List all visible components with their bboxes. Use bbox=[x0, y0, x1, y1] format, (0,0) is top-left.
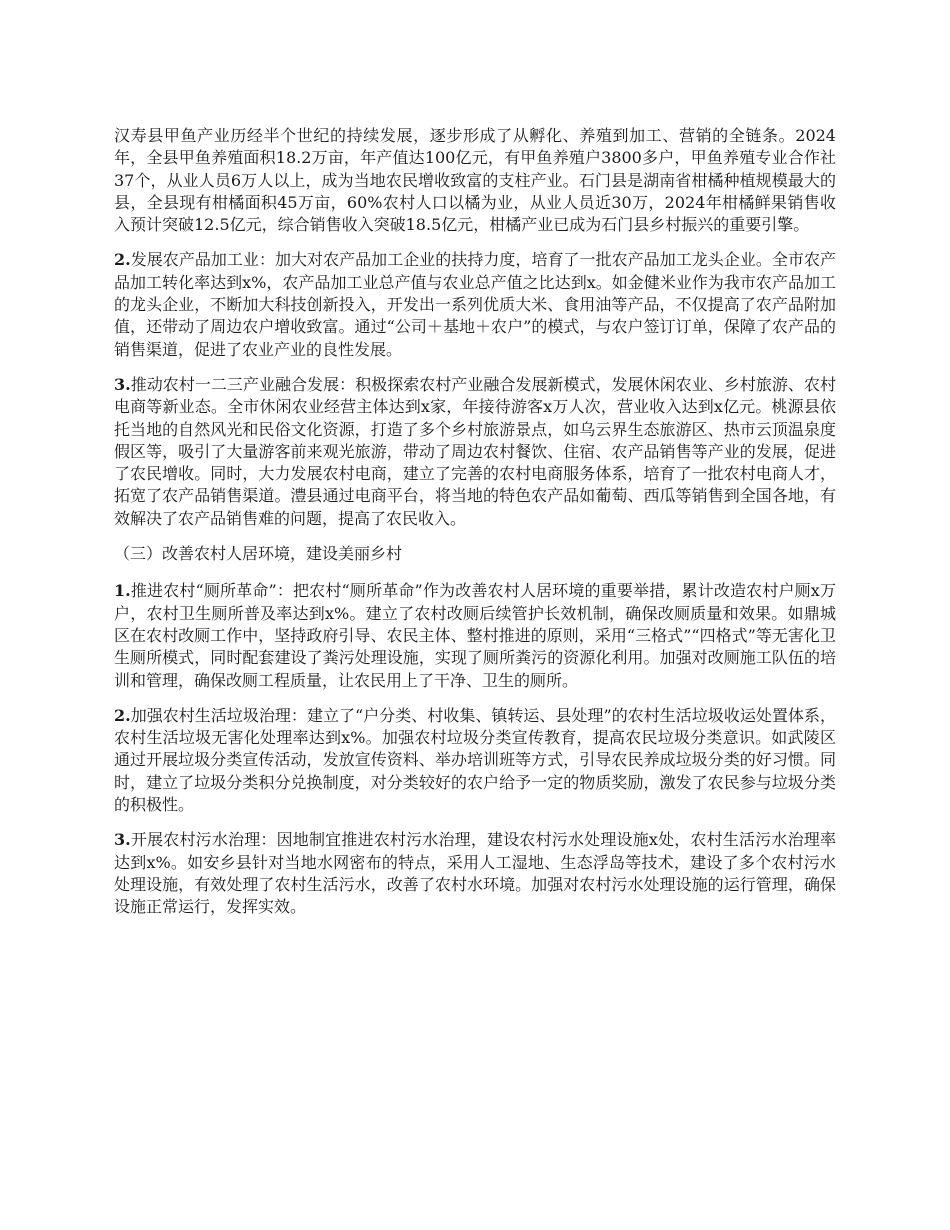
paragraph-number: 3. bbox=[114, 374, 131, 394]
paragraph-industry-integration bbox=[114, 374, 836, 530]
paragraph-text: 推进农村“厕所革命”：把农村“厕所革命”作为改善农村人居环境的重要举措，累计改造农村户厕x万户，农村卫生厕所普及率达到x%。建立了农村改厕后续管护长效机制，确保改厕质量和效果。如鼎城区在农村改厕工作中，坚持政府引导、农民主体、整村推进的原则，采用“三格式”“四格式”等无害化卫生厕所模式，同时配套建设了粪污处理设施，实现了厕所粪污的资源化利用。加强对改厕施工队伍的培训和管理，确保改厕工程质量，让农民用上了干净、卫生的厕所。 bbox=[114, 581, 836, 690]
paragraph-garbage-treatment bbox=[114, 705, 836, 816]
paragraph-text: 汉寿县甲鱼产业历经半个世纪的持续发展，逐步形成了从孵化、养殖到加工、营销的全链条。2024年，全县甲鱼养殖面积18.2万亩，年产值达100亿元，有甲鱼养殖户3800多户，甲鱼养殖专业合作社37个，从业人员6万人以上，成为当地农民增收致富的支柱产业。石门县是湖南省柑橘种植规模最大的县，全县现有柑橘面积45万亩，60%农村人口以橘为业，从业人员近30万，2024年柑橘鲜果销售收入预计突破12.5亿元，综合销售收入突破18.5亿元，柑橘产业已成为石门县乡村振兴的重要引擎。 bbox=[114, 126, 836, 235]
section-heading bbox=[114, 543, 836, 565]
paragraph-toilet-revolution bbox=[114, 580, 836, 691]
paragraph-number: 2. bbox=[114, 250, 131, 270]
paragraph-number: 1. bbox=[114, 581, 131, 601]
paragraph-number: 2. bbox=[114, 705, 131, 725]
paragraph-jiayu-ganju bbox=[114, 125, 836, 236]
paragraph-text: 推动农村一二三产业融合发展：积极探索农村产业融合发展新模式，发展休闲农业、乡村旅游、农村电商等新业态。全市休闲农业经营主体达到x家，年接待游客x万人次，营业收入达到x亿元。桃源县依托当地的自然风光和民俗文化资源，打造了多个乡村旅游景点，如乌云界生态旅游区、热市云顶温泉度假区等，吸引了大量游客前来观光旅游，带动了周边农村餐饮、住宿、农产品销售等产业的发展，促进了农民增收。同时，大力发展农村电商，建立了完善的农村电商服务体系，培育了一批农村电商人才，拓宽了农产品销售渠道。澧县通过电商平台，将当地的特色农产品如葡萄、西瓜等销售到全国各地，有效解决了农产品销售难的问题，提高了农民收入。 bbox=[114, 374, 836, 528]
document-page bbox=[114, 125, 836, 932]
paragraph-number: 3. bbox=[114, 830, 131, 850]
section-heading-text: （三）改善农村人居环境，建设美丽乡村 bbox=[114, 544, 403, 564]
paragraph-text: 发展农产品加工业：加大对农产品加工企业的扶持力度，培育了一批农产品加工龙头企业。全市农产品加工转化率达到x%，农产品加工业总产值与农业总产值之比达到x。如金健米业作为我市农产品加工的龙头企业，不断加大科技创新投入，开发出一系列优质大米、食用油等产品，不仅提高了农产品附加值，还带动了周边农户增收致富。通过“公司＋基地＋农户”的模式，与农户签订订单，保障了农产品的销售渠道，促进了农业产业的良性发展。 bbox=[114, 250, 836, 359]
paragraph-sewage-treatment bbox=[114, 829, 836, 918]
paragraph-text: 开展农村污水治理：因地制宜推进农村污水治理，建设农村污水处理设施x处，农村生活污水治理率达到x%。如安乡县针对当地水网密布的特点，采用人工湿地、生态浮岛等技术，建设了多个农村污水处理设施，有效处理了农村生活污水，改善了农村水环境。加强对农村污水处理设施的运行管理，确保设施正常运行，发挥实效。 bbox=[114, 830, 836, 917]
paragraph-agri-processing bbox=[114, 249, 836, 360]
paragraph-text: 加强农村生活垃圾治理：建立了“户分类、村收集、镇转运、县处理”的农村生活垃圾收运处置体系，农村生活垃圾无害化处理率达到x%。加强农村垃圾分类宣传教育，提高农民垃圾分类意识。如武陵区通过开展垃圾分类宣传活动，发放宣传资料、举办培训班等方式，引导农民养成垃圾分类的好习惯。同时，建立了垃圾分类积分兑换制度，对分类较好的农户给予一定的物质奖励，激发了农民参与垃圾分类的积极性。 bbox=[114, 705, 836, 815]
